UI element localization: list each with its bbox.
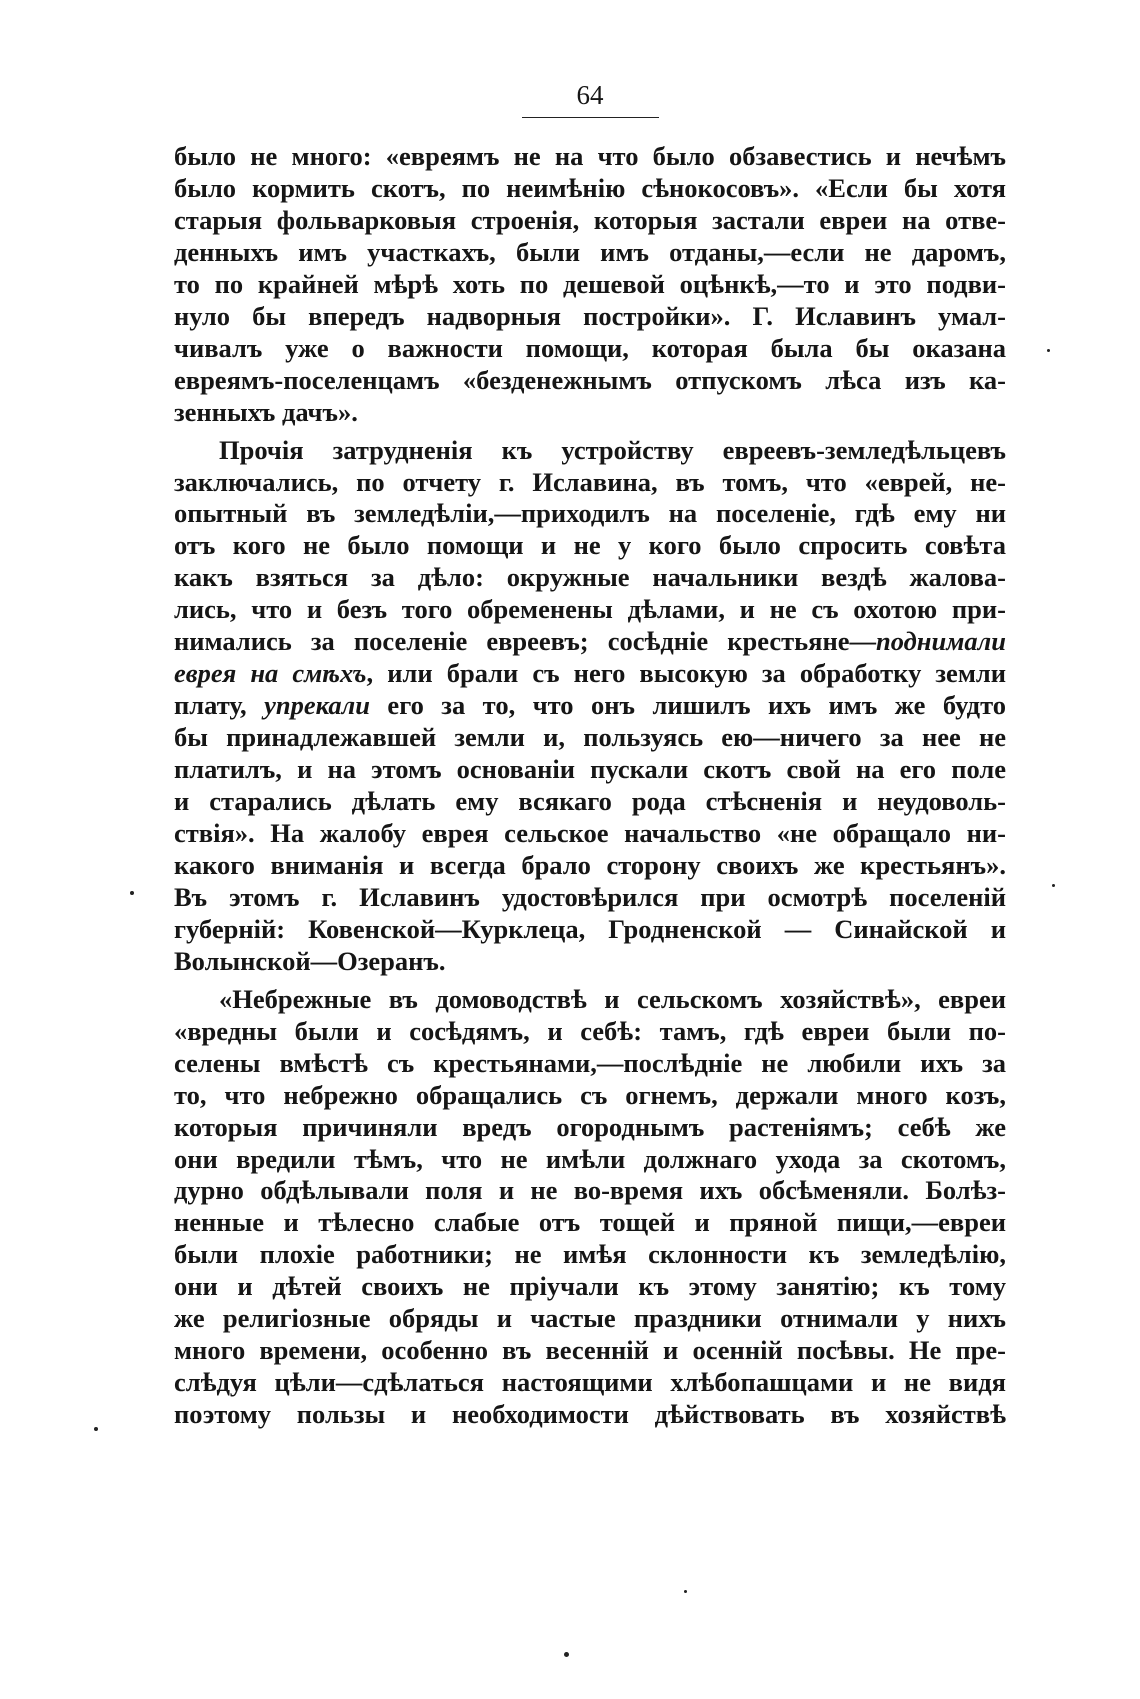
text-run: заключались, по отчету г. Иславина, въ томъ, что «еврей, не- xyxy=(174,466,1006,497)
text-run: зенныхъ дачъ». xyxy=(174,396,358,427)
text-line xyxy=(219,434,1006,467)
text-line xyxy=(174,721,1006,754)
text-line xyxy=(174,529,1006,562)
page-number: 64 xyxy=(576,80,604,110)
text-run: бы принадлежавшей земли и, пользуясь ею—ничего за нее не xyxy=(174,722,1006,753)
header-rule xyxy=(522,117,659,118)
text-run: были плохіе работники; не имѣя склонности къ земледѣлію, xyxy=(174,1239,1006,1270)
text-run: губерній: Ковенской—Курклеца, Гродненской — Синайской и xyxy=(174,913,1006,944)
text-run: было не много: «евреямъ не на что было обзавестись и нечѣмъ xyxy=(174,141,1006,171)
text-line xyxy=(174,268,1006,301)
text-line xyxy=(174,140,1006,173)
text-run: «Небрежные въ домоводствѣ и сельскомъ хозяйствѣ», евреи xyxy=(219,983,1006,1014)
text-run: платилъ, и на этомъ основаніи пускали скотъ свой на его поле xyxy=(174,754,1006,785)
text-run: дурно обдѣлывали поля и не во-время ихъ обсѣменяли. Болѣз- xyxy=(174,1175,1006,1206)
text-line xyxy=(174,1270,1006,1303)
text-line xyxy=(174,1174,1006,1207)
text-run: денныхъ имъ участкахъ, были имъ отданы,—если не даромъ, xyxy=(174,236,1006,267)
text-run: было кормить скотъ, по неимѣнію сѣнокосовъ». «Если бы хотя xyxy=(174,172,1006,203)
text-run: поэтому пользы и необходимости дѣйствовать въ хозяйствѣ xyxy=(174,1399,1006,1430)
text-line xyxy=(174,561,1006,594)
text-line xyxy=(174,849,1006,882)
text-run: опытный въ земледѣліи,—приходилъ на поселеніе, гдѣ ему ни xyxy=(174,498,1006,529)
text-run: ненные и тѣлесно слабые отъ тощей и пряной пищи,—евреи xyxy=(174,1207,1006,1238)
text-line xyxy=(174,466,1006,499)
text-run: слѣдуя цѣли—сдѣлаться настоящими хлѣбопашцами и не видя xyxy=(174,1367,1006,1398)
text-run: чивалъ уже о важности помощи, которая была бы оказана xyxy=(174,332,1006,363)
text-run: они вредили тѣмъ, что не имѣли должнаго ухода за скотомъ, xyxy=(174,1143,1006,1174)
text-run: то, что небрежно обращались съ огнемъ, держали много козъ, xyxy=(174,1079,1006,1110)
text-line xyxy=(174,753,1006,786)
text-line xyxy=(174,332,1006,365)
text-line xyxy=(174,1047,1006,1080)
text-line xyxy=(174,1206,1006,1239)
text-line xyxy=(174,1366,1006,1399)
text-line xyxy=(174,204,1006,237)
text-line xyxy=(174,396,1006,429)
text-run: лись, что и безъ того обременены дѣлами, и не съ охотою при- xyxy=(174,594,1006,625)
text-line xyxy=(174,1238,1006,1271)
ink-speck xyxy=(1052,884,1055,887)
text-line xyxy=(174,593,1006,626)
text-line xyxy=(174,1143,1006,1176)
text-run: какъ взяться за дѣло: окружные начальники вездѣ жалова- xyxy=(174,562,1006,593)
text-run: же религіозные обряды и частые праздники отнимали у нихъ xyxy=(174,1303,1006,1334)
text-run: , или брали съ него высокую за обработку земли xyxy=(366,658,1006,689)
text-line xyxy=(174,1015,1006,1048)
text-line xyxy=(174,236,1006,269)
text-line xyxy=(174,657,1006,690)
text-line xyxy=(174,785,1006,818)
text-run: много времени, особенно въ весенній и осенній посѣвы. Не пре- xyxy=(174,1335,1006,1366)
ink-speck xyxy=(564,1652,569,1657)
text-run: и старались дѣлать ему всякаго рода стѣсненія и неудоволь- xyxy=(174,786,1006,816)
text-run: плату, xyxy=(174,690,265,721)
text-run: которыя причиняли вредъ огороднымъ растеніямъ; себѣ же xyxy=(174,1111,1006,1142)
text-line xyxy=(174,913,1006,946)
italic-emphasis: еврея на смѣхъ xyxy=(174,658,367,689)
text-line xyxy=(174,945,1006,978)
text-run: Волынской—Озеранъ. xyxy=(174,945,446,976)
text-run: Прочія затрудненія къ устройству евреевъ-земледѣльцевъ xyxy=(219,434,1006,465)
text-line xyxy=(174,625,1006,658)
text-line xyxy=(174,1398,1006,1431)
ink-speck xyxy=(94,1427,98,1431)
text-run: евреямъ-поселенцамъ «безденежнымъ отпускомъ лѣса изъ ка- xyxy=(174,364,1006,395)
text-line xyxy=(174,1302,1006,1335)
italic-emphasis: поднимали xyxy=(876,626,1006,657)
text-run: селены вмѣстѣ съ крестьянами,—послѣдніе не любили ихъ за xyxy=(174,1047,1006,1078)
ink-speck xyxy=(130,891,134,895)
text-line xyxy=(174,300,1006,333)
text-line xyxy=(174,881,1006,914)
text-line xyxy=(174,497,1006,530)
text-line xyxy=(174,1079,1006,1112)
text-run: нуло бы впередъ надворныя постройки». Г. Иславинъ умал- xyxy=(174,300,1006,331)
text-run: отъ кого не было помощи и не у кого было спросить совѣта xyxy=(174,530,1006,561)
text-run: ствія». На жалобу еврея сельское начальство «не обращало ни- xyxy=(174,818,1006,848)
italic-emphasis: упрекали xyxy=(264,690,370,721)
text-run: нимались за поселеніе евреевъ; сосѣдніе крестьяне— xyxy=(174,626,877,657)
text-run: они и дѣтей своихъ не пріучали къ этому занятію; къ тому xyxy=(174,1271,1006,1302)
text-line xyxy=(174,1334,1006,1367)
text-run: Въ этомъ г. Иславинъ удостовѣрился при осмотрѣ поселеній xyxy=(174,881,1006,912)
text-run: «вредны были и сосѣдямъ, и себѣ: тамъ, гдѣ евреи были по- xyxy=(174,1015,1006,1046)
text-line xyxy=(174,689,1006,722)
text-run: то по крайней мѣрѣ хоть по дешевой оцѣнкѣ,—то и это подви- xyxy=(174,268,1006,299)
text-run: какого вниманія и всегда брало сторону своихъ же крестьянъ». xyxy=(174,849,1006,880)
text-line xyxy=(219,983,1006,1016)
ink-speck xyxy=(1047,349,1050,352)
text-line xyxy=(174,817,1006,850)
text-line xyxy=(174,1111,1006,1144)
text-line xyxy=(174,364,1006,397)
text-run: его за то, что онъ лишилъ ихъ имъ же будто xyxy=(369,690,1006,721)
text-line xyxy=(174,172,1006,205)
ink-speck xyxy=(684,1590,687,1593)
text-run: старыя фольварковыя строенія, которыя застали евреи на отве- xyxy=(174,204,1006,235)
